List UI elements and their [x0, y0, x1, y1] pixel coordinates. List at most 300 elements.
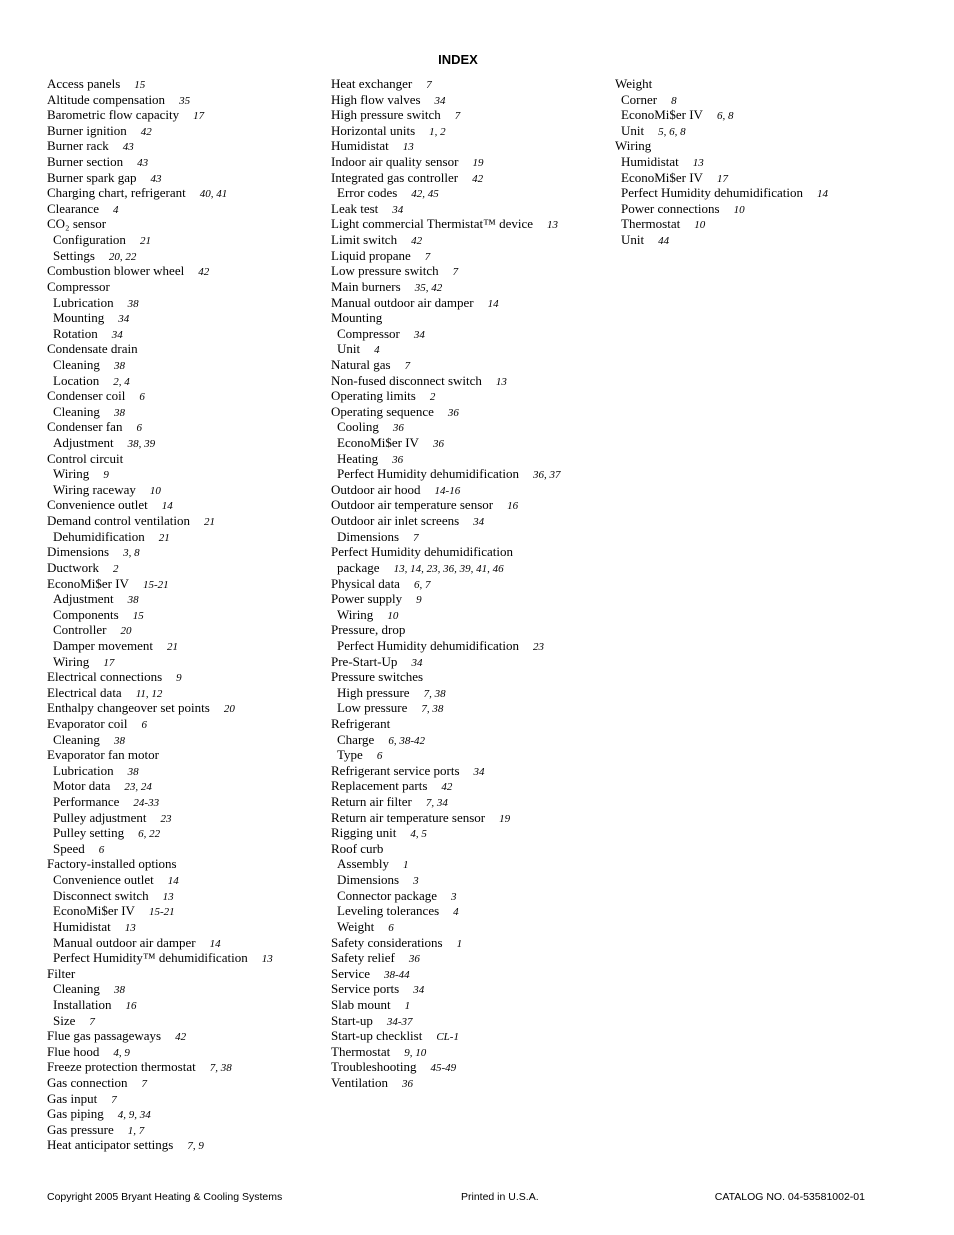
- index-entry: [47, 170, 317, 186]
- index-page-refs: 16: [125, 999, 137, 1012]
- index-page-refs: 15-21: [142, 578, 169, 591]
- index-page-refs: 44: [658, 235, 670, 248]
- index-term: CO₂ sensor: [47, 216, 107, 232]
- index-page-refs: 20, 22: [108, 250, 137, 263]
- index-page-refs: 42: [140, 125, 152, 138]
- index-subentry: [47, 810, 317, 826]
- index-subentry: [47, 435, 317, 451]
- index-page-refs: 10: [149, 484, 161, 497]
- index-term: Cleaning: [53, 981, 100, 997]
- index-term: Pressure switches: [331, 669, 424, 685]
- index-term: High pressure: [337, 684, 410, 700]
- index-page-refs: 20: [223, 703, 235, 716]
- index-term: Speed: [53, 840, 85, 856]
- index-page-refs: 34: [413, 328, 425, 341]
- index-subentry: [331, 856, 601, 872]
- index-page-refs: 34: [411, 656, 423, 669]
- index-term: Condensate drain: [47, 341, 138, 357]
- index-subentry: [615, 201, 915, 217]
- index-subentry: [47, 1013, 317, 1029]
- index-entry: [331, 825, 601, 841]
- index-page-refs: 34: [111, 328, 123, 341]
- index-term: Enthalpy changeover set points: [47, 700, 210, 716]
- index-page-refs: 6: [388, 921, 394, 934]
- index-term: Weight: [337, 918, 375, 934]
- index-page-refs: 38: [113, 359, 125, 372]
- index-entry: [331, 123, 601, 139]
- index-page-refs: 9: [176, 672, 182, 685]
- index-entry: [331, 1059, 601, 1075]
- index-subentry: [331, 435, 601, 451]
- index-entry: [615, 138, 915, 154]
- index-entry: [47, 497, 317, 513]
- index-term: Light commercial Thermistat™ device: [331, 216, 534, 232]
- index-term: Gas pressure: [47, 1121, 114, 1137]
- index-entry: [47, 107, 317, 123]
- index-entry: [331, 279, 601, 295]
- index-term: Disconnect switch: [53, 887, 149, 903]
- index-term: Pulley setting: [53, 825, 125, 841]
- index-page-refs: 23: [160, 812, 172, 825]
- index-page-refs: 21: [167, 640, 178, 653]
- index-term: Adjustment: [53, 435, 114, 451]
- index-entry: [47, 263, 317, 279]
- index-entry: [47, 185, 317, 201]
- index-term: Condenser fan: [47, 419, 123, 435]
- index-term: Humidistat: [331, 138, 389, 154]
- index-page-refs: 6: [98, 843, 105, 856]
- index-page-refs: 4, 9, 34: [117, 1109, 151, 1122]
- index-page-refs: 43: [150, 172, 162, 185]
- index-entry: [47, 138, 317, 154]
- index-subentry: [47, 248, 317, 264]
- index-term: Heat exchanger: [331, 76, 413, 91]
- index-page-refs: 15-21: [148, 906, 175, 919]
- index-term: Natural gas: [331, 356, 391, 372]
- index-page-refs: 7: [404, 359, 411, 372]
- index-page-refs: 34: [473, 516, 485, 529]
- index-page-refs: 6, 8: [716, 110, 734, 123]
- index-entry: [47, 1044, 317, 1060]
- index-subentry: [47, 373, 317, 389]
- index-term: Installation: [53, 996, 112, 1012]
- index-term: Thermostat: [331, 1043, 391, 1059]
- index-term: Compressor: [47, 278, 110, 294]
- index-page-refs: 38: [127, 594, 139, 607]
- index-page-refs: 14: [161, 500, 173, 513]
- index-page-refs: 10: [733, 203, 745, 216]
- index-term: Manual outdoor air damper: [53, 934, 196, 950]
- index-subentry: [615, 107, 915, 123]
- index-term: Control circuit: [47, 450, 124, 466]
- index-entry: [331, 622, 601, 638]
- index-subentry: [47, 591, 317, 607]
- index-page-refs: 6, 22: [138, 828, 161, 841]
- index-page-refs: 17: [193, 110, 205, 123]
- index-subentry: [47, 981, 317, 997]
- index-page-refs: 13: [402, 141, 414, 154]
- index-entry: [331, 295, 601, 311]
- index-term: Perfect Humidity dehumidification: [331, 544, 513, 560]
- index-entry: [331, 373, 601, 389]
- index-entry: [47, 1122, 317, 1138]
- index-entry: [47, 451, 317, 467]
- index-page-refs: 7, 34: [425, 797, 448, 810]
- index-subentry: [331, 341, 601, 357]
- index-page-refs: 13: [547, 219, 559, 232]
- index-page-refs: 7: [452, 266, 459, 279]
- index-page-refs: 35: [179, 94, 191, 107]
- index-term: Settings: [53, 247, 95, 263]
- index-page-refs: 9: [103, 469, 109, 482]
- index-subentry: [47, 529, 317, 545]
- index-term: Service: [331, 965, 370, 981]
- index-term: Perfect Humidity™ dehumidification: [53, 950, 248, 966]
- index-term: Indoor air quality sensor: [331, 154, 459, 170]
- index-page-refs: 43: [122, 141, 134, 154]
- index-entry: [331, 794, 601, 810]
- index-term: Operating sequence: [331, 403, 434, 419]
- index-entry: [331, 810, 601, 826]
- index-page-refs: 7: [111, 1093, 117, 1106]
- index-entry: [331, 201, 601, 217]
- index-term: Safety relief: [331, 950, 395, 966]
- footer-printed: Printed in U.S.A.: [461, 1191, 539, 1203]
- index-subentry: [47, 794, 317, 810]
- index-page-refs: 3: [413, 875, 419, 888]
- index-term: Dimensions: [337, 872, 400, 888]
- index-term: Connector package: [337, 887, 437, 903]
- index-page-refs: 10: [694, 219, 706, 232]
- index-entry: [331, 669, 601, 685]
- index-term: Evaporator fan motor: [47, 747, 159, 763]
- index-page-refs: 6, 38-42: [388, 734, 425, 747]
- index-page-refs: 38: [113, 984, 125, 997]
- index-term: Barometric flow capacity: [47, 107, 180, 123]
- index-term: EconoMi$er IV: [53, 903, 135, 919]
- index-term: Thermostat: [621, 216, 681, 232]
- index-subentry: [615, 92, 915, 108]
- index-term: Location: [53, 372, 100, 388]
- index-subentry: [47, 357, 317, 373]
- index-subentry: [47, 638, 317, 654]
- index-term: Condenser coil: [47, 388, 126, 404]
- index-page-refs: 15: [132, 609, 144, 622]
- index-term: Refrigerant service ports: [331, 762, 460, 778]
- index-page-refs: 38: [113, 406, 125, 419]
- index-entry: [47, 419, 317, 435]
- index-term: Wiring raceway: [53, 481, 136, 497]
- index-entry: [331, 966, 601, 982]
- index-entry: [47, 544, 317, 560]
- index-entry: [47, 154, 317, 170]
- index-page-refs: 11, 12: [135, 687, 163, 700]
- index-entry: [331, 170, 601, 186]
- index-page-refs: 7: [454, 110, 461, 123]
- index-term: Convenience outlet: [53, 872, 154, 888]
- index-entry: [331, 1013, 601, 1029]
- index-page-refs: 42: [198, 266, 210, 279]
- index-page-refs: 7, 38: [421, 703, 444, 716]
- index-subentry: [47, 950, 317, 966]
- index-term: Electrical data: [47, 684, 122, 700]
- index-term: Ductwork: [47, 559, 99, 575]
- index-term: Gas input: [47, 1090, 98, 1106]
- index-subentry: [331, 326, 601, 342]
- index-term: Electrical connections: [47, 669, 163, 685]
- index-page-refs: 24-33: [133, 797, 160, 810]
- index-term: Filter: [47, 965, 76, 981]
- index-subentry: [47, 404, 317, 420]
- index-term: Gas connection: [47, 1075, 128, 1090]
- index-entry: [331, 1028, 601, 1044]
- index-term: Roof curb: [331, 840, 384, 856]
- index-term: Altitude compensation: [47, 91, 166, 107]
- index-entry: [47, 201, 317, 217]
- index-term: High pressure switch: [331, 107, 441, 123]
- index-term: Cleaning: [53, 356, 100, 372]
- index-subentry: [331, 607, 601, 623]
- index-page-refs: 19: [499, 812, 511, 825]
- index-entry: [331, 576, 601, 592]
- index-term: Cleaning: [53, 403, 100, 419]
- index-term: Freeze protection thermostat: [47, 1059, 196, 1075]
- index-term: Low pressure: [337, 700, 408, 716]
- index-subentry: [331, 419, 601, 435]
- index-entry: [331, 76, 601, 92]
- index-entry: [47, 1091, 317, 1107]
- index-page-refs: 43: [137, 157, 149, 170]
- index-subentry: [47, 888, 317, 904]
- index-page-refs: 4, 9: [113, 1046, 130, 1059]
- index-page-refs: 34-37: [386, 1015, 413, 1028]
- index-page-refs: 16: [507, 500, 519, 513]
- index-entry: [47, 856, 317, 872]
- index-subentry: [47, 654, 317, 670]
- index-page-refs: 35, 42: [414, 281, 443, 294]
- index-page-refs: 7: [424, 250, 431, 263]
- index-term: Configuration: [53, 232, 126, 248]
- index-page-refs: 14: [487, 297, 499, 310]
- footer-catalog-number: CATALOG NO. 04-53581002-01: [714, 1191, 865, 1203]
- index-term: Motor data: [53, 778, 111, 794]
- index-entry: [331, 216, 601, 232]
- index-term: Dehumidification: [53, 528, 145, 544]
- index-term: Limit switch: [331, 232, 398, 248]
- index-term: Type: [337, 747, 363, 763]
- index-page-refs: 36: [392, 453, 404, 466]
- index-term: package: [337, 559, 380, 575]
- index-entry: [47, 279, 317, 295]
- index-column-3: [615, 76, 915, 248]
- index-column-2: [331, 76, 601, 1091]
- index-term: Rigging unit: [331, 825, 397, 841]
- index-page-refs: 10: [387, 609, 399, 622]
- index-page-refs: 40, 41: [199, 188, 228, 201]
- index-term: EconoMi$er IV: [621, 107, 703, 123]
- index-page-refs: 2: [429, 391, 436, 404]
- index-entry: [47, 685, 317, 701]
- index-entry: [331, 310, 601, 326]
- index-term: High flow valves: [331, 91, 421, 107]
- index-term: EconoMi$er IV: [47, 575, 129, 591]
- index-term: Dimensions: [47, 544, 110, 560]
- index-term: Liquid propane: [331, 247, 411, 263]
- index-entry: [331, 404, 601, 420]
- index-column-1: [47, 76, 317, 1153]
- index-entry: [331, 482, 601, 498]
- index-entry: [47, 1028, 317, 1044]
- index-subentry: [615, 154, 915, 170]
- index-page-refs: 6: [139, 391, 145, 404]
- index-entry: [331, 513, 601, 529]
- index-page-refs: 36: [402, 1078, 414, 1090]
- index-subentry: [331, 888, 601, 904]
- index-page-refs: 13: [261, 953, 273, 966]
- index-page-refs: 1: [404, 999, 411, 1012]
- index-entry: [331, 716, 601, 732]
- index-subentry: [331, 638, 601, 654]
- index-term: Pressure, drop: [331, 622, 406, 638]
- index-page-refs: 7: [89, 1015, 95, 1028]
- index-entry: [47, 560, 317, 576]
- footer-copyright: Copyright 2005 Bryant Heating & Cooling Systems: [47, 1191, 283, 1203]
- index-subentry: [331, 685, 601, 701]
- index-subentry: [47, 326, 317, 342]
- index-page-refs: 3: [450, 890, 457, 903]
- index-entry: [47, 716, 317, 732]
- index-term: EconoMi$er IV: [337, 435, 419, 451]
- index-page-refs: CL-1: [436, 1031, 459, 1044]
- index-term: Flue hood: [47, 1043, 100, 1059]
- index-page-refs: 7, 38: [209, 1062, 232, 1075]
- index-page-refs: 14: [816, 188, 828, 201]
- index-entry: [47, 123, 317, 139]
- index-term: Humidistat: [53, 918, 111, 934]
- index-subentry: [47, 919, 317, 935]
- index-term: Start-up: [331, 1012, 373, 1028]
- index-subentry: [47, 872, 317, 888]
- index-term: Components: [53, 606, 119, 622]
- index-page-refs: 1: [456, 937, 463, 950]
- index-term: Integrated gas controller: [331, 169, 459, 185]
- index-term: Horizontal units: [331, 122, 416, 138]
- index-term: Assembly: [337, 856, 389, 872]
- index-term: Heat anticipator settings: [47, 1137, 174, 1153]
- index-term: Corner: [621, 91, 658, 107]
- index-term: Wiring: [337, 606, 374, 622]
- index-page-refs: 6: [376, 750, 383, 763]
- index-term: Burner section: [47, 154, 124, 170]
- index-term: Ventilation: [331, 1075, 389, 1090]
- index-page-refs: 1, 7: [127, 1124, 145, 1137]
- index-term: Service ports: [331, 981, 400, 997]
- index-entry: [331, 154, 601, 170]
- index-page-refs: 7: [141, 1078, 148, 1090]
- index-entry: [331, 388, 601, 404]
- index-term: Burner spark gap: [47, 169, 137, 185]
- index-page-refs: 7: [426, 79, 432, 91]
- index-page-refs: 34: [392, 203, 404, 216]
- index-subentry: [331, 451, 601, 467]
- index-term: Return air filter: [331, 794, 412, 810]
- index-entry: [47, 341, 317, 357]
- index-entry: [331, 841, 601, 857]
- index-page-refs: 38: [127, 765, 139, 778]
- index-entry: [331, 263, 601, 279]
- index-term: Replacement parts: [331, 778, 428, 794]
- index-term: Heating: [337, 450, 379, 466]
- index-entry: [331, 107, 601, 123]
- index-subentry: [331, 872, 601, 888]
- index-term: Perfect Humidity dehumidification: [337, 466, 519, 482]
- index-term: Outdoor air inlet screens: [331, 513, 460, 529]
- index-entry: [47, 92, 317, 108]
- index-entry: [331, 357, 601, 373]
- index-subentry: [47, 825, 317, 841]
- index-page-refs: 13, 14, 23, 36, 39, 41, 46: [393, 562, 504, 575]
- index-page-refs: 7: [413, 531, 419, 544]
- index-term: Error codes: [337, 185, 398, 201]
- index-term: Rotation: [53, 325, 98, 341]
- index-entry: [47, 388, 317, 404]
- index-page-refs: 34: [473, 765, 485, 778]
- index-page-refs: 21: [139, 235, 151, 248]
- index-page-refs: 2, 4: [113, 375, 130, 388]
- index-term: Size: [53, 1012, 76, 1028]
- index-subentry: [615, 170, 915, 186]
- index-term: Convenience outlet: [47, 497, 148, 513]
- index-page-refs: 7, 9: [187, 1140, 204, 1153]
- index-subentry: [615, 216, 915, 232]
- index-page-refs: 4: [112, 203, 119, 216]
- index-subentry: [47, 622, 317, 638]
- index-term: Main burners: [331, 278, 401, 294]
- index-page-refs: 1: [403, 859, 409, 872]
- index-term: Wiring: [615, 138, 652, 154]
- index-term: Burner rack: [47, 138, 109, 154]
- index-entry: [331, 248, 601, 264]
- index-page-refs: 17: [716, 172, 728, 185]
- index-term: Start-up checklist: [331, 1028, 423, 1044]
- index-term: Evaporator coil: [47, 715, 128, 731]
- index-subentry: [331, 732, 601, 748]
- index-page-refs: 13: [495, 375, 507, 388]
- index-term: Unit: [621, 232, 645, 248]
- index-entry: [331, 232, 601, 248]
- index-page-refs: 4: [374, 344, 380, 357]
- index-page-refs: 23, 24: [124, 781, 152, 794]
- index-entry: [47, 576, 317, 592]
- index-term: EconoMi$er IV: [621, 169, 703, 185]
- index-entry: [331, 1075, 601, 1091]
- index-page-refs: 42, 45: [411, 188, 439, 201]
- index-page-refs: 20: [120, 625, 132, 638]
- index-subentry: [47, 778, 317, 794]
- index-term: Slab mount: [331, 996, 391, 1012]
- index-subentry: [47, 310, 317, 326]
- index-term: Manual outdoor air damper: [331, 294, 474, 310]
- index-term: Outdoor air temperature sensor: [331, 497, 494, 513]
- index-term: Gas piping: [47, 1106, 104, 1122]
- index-term: Humidistat: [621, 154, 679, 170]
- index-page-refs: 42: [175, 1031, 187, 1044]
- index-subentry: [331, 903, 601, 919]
- index-term: Wiring: [53, 466, 90, 482]
- index-page-refs: 42: [472, 172, 484, 185]
- index-subentry: [47, 763, 317, 779]
- index-page-refs: 5, 6, 8: [658, 125, 686, 138]
